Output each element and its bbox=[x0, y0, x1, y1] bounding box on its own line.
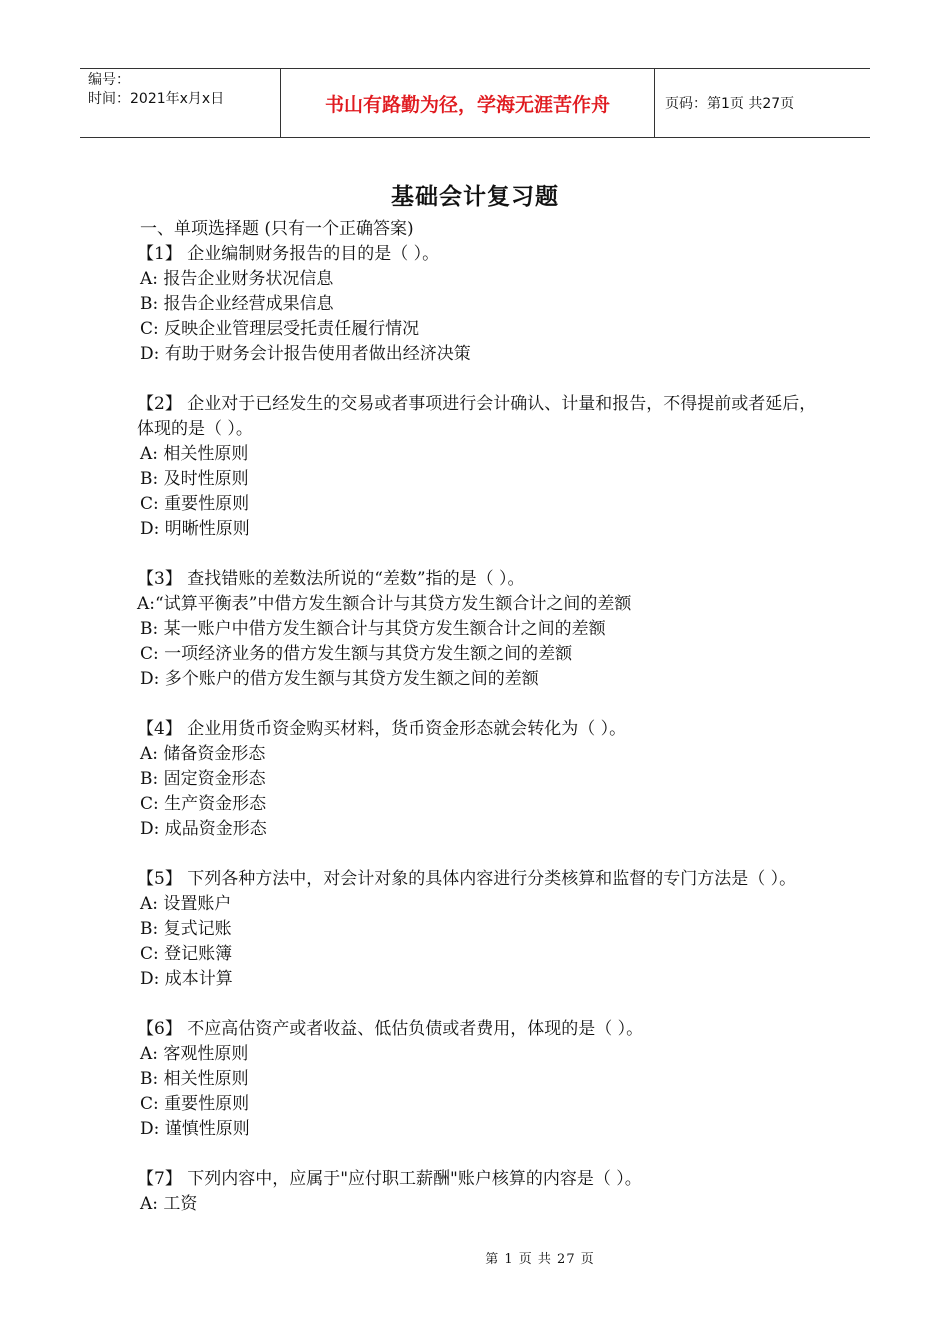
option-a: A: 报告企业财务状况信息 bbox=[140, 269, 334, 289]
option-d: D: 成品资金形态 bbox=[140, 819, 267, 839]
option-a: A: 客观性原则 bbox=[140, 1044, 249, 1064]
document-title: 基础会计复习题 bbox=[391, 183, 559, 210]
option-d: D: 谨慎性原则 bbox=[140, 1119, 250, 1139]
option-c: C: 反映企业管理层受托责任履行情况 bbox=[140, 319, 420, 339]
option-c: C: 重要性原则 bbox=[140, 1094, 250, 1114]
option-a: A:“试算平衡表”中借方发生额合计与其贷方发生额合计之间的差额 bbox=[137, 594, 632, 614]
question-4 bbox=[137, 717, 827, 842]
page-footer: 第 1 页 共 27 页 bbox=[485, 1252, 595, 1267]
spacer bbox=[137, 842, 827, 867]
option-a: A: 相关性原则 bbox=[140, 444, 249, 464]
question-6 bbox=[137, 1017, 827, 1142]
option-b: B: 复式记账 bbox=[140, 919, 232, 939]
option-d: D: 明晰性原则 bbox=[140, 519, 250, 539]
question-stem: 【3】 查找错账的差数法所说的“差数”指的是（ ）。 bbox=[137, 569, 525, 589]
question-7 bbox=[137, 1167, 827, 1217]
spacer bbox=[137, 692, 827, 717]
option-b: B: 报告企业经营成果信息 bbox=[140, 294, 334, 314]
spacer bbox=[137, 367, 827, 392]
option-b: B: 固定资金形态 bbox=[140, 769, 266, 789]
question-stem: 【4】 企业用货币资金购买材料，货币资金形态就会转化为（ ）。 bbox=[137, 719, 627, 739]
option-b: B: 某一账户中借方发生额合计与其贷方发生额合计之间的差额 bbox=[140, 619, 606, 639]
option-a: A: 设置账户 bbox=[140, 894, 232, 914]
document-body bbox=[137, 217, 827, 1217]
question-stem: 【2】 企业对于已经发生的交易或者事项进行会计确认、计量和报告，不得提前或者延后，体现的是（ ）。 bbox=[137, 394, 817, 439]
question-stem: 【7】 下列内容中，应属于"应付职工薪酬"账户核算的内容是（ ）。 bbox=[137, 1169, 642, 1189]
question-stem: 【5】 下列各种方法中，对会计对象的具体内容进行分类核算和监督的专门方法是（ ）。 bbox=[137, 869, 797, 889]
option-a: A: 工资 bbox=[140, 1194, 198, 1214]
option-b: B: 及时性原则 bbox=[140, 469, 249, 489]
option-c: C: 登记账簿 bbox=[140, 944, 233, 964]
header-meta bbox=[80, 69, 281, 137]
header-page-info: 页码：第1页 共27页 bbox=[665, 96, 795, 112]
option-b: B: 相关性原则 bbox=[140, 1069, 249, 1089]
question-1 bbox=[137, 242, 827, 367]
option-a: A: 储备资金形态 bbox=[140, 744, 266, 764]
code-label: 编号： bbox=[88, 72, 130, 88]
option-c: C: 生产资金形态 bbox=[140, 794, 267, 814]
header-table bbox=[80, 68, 870, 138]
question-5 bbox=[137, 867, 827, 992]
spacer bbox=[137, 992, 827, 1017]
header-motto: 书山有路勤为径，学海无涯苦作舟 bbox=[281, 69, 655, 137]
option-c: C: 重要性原则 bbox=[140, 494, 250, 514]
option-d: D: 有助于财务会计报告使用者做出经济决策 bbox=[140, 344, 471, 364]
option-c: C: 一项经济业务的借方发生额与其贷方发生额之间的差额 bbox=[140, 644, 573, 664]
option-d: D: 成本计算 bbox=[140, 969, 233, 989]
option-d: D: 多个账户的借方发生额与其贷方发生额之间的差额 bbox=[140, 669, 539, 689]
section-heading: 一、单项选择题 (只有一个正确答案) bbox=[140, 219, 414, 239]
question-stem: 【6】 不应高估资产或者收益、低估负债或者费用，体现的是（ ）。 bbox=[137, 1019, 644, 1039]
question-2 bbox=[137, 392, 827, 542]
question-3 bbox=[137, 567, 827, 692]
time-label: 时间：2021年x月x日 bbox=[88, 91, 225, 107]
spacer bbox=[137, 542, 827, 567]
question-stem: 【1】 企业编制财务报告的目的是（ ）。 bbox=[137, 244, 440, 264]
spacer bbox=[137, 1142, 827, 1167]
